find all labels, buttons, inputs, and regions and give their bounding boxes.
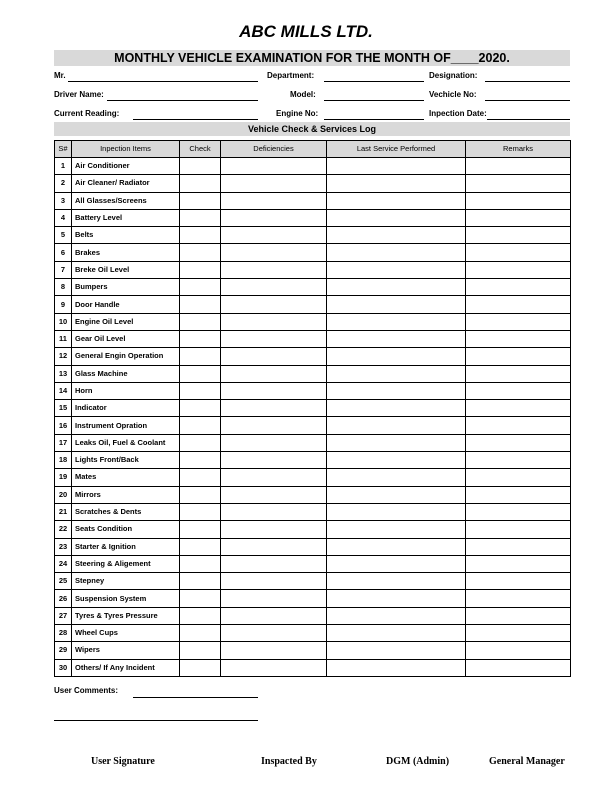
inspection-item: Battery Level — [72, 209, 180, 226]
table-row — [55, 417, 571, 434]
inspection-item: Suspension System — [72, 590, 180, 607]
row-number: 15 — [55, 400, 72, 417]
vehicle-no-label: Vechicle No: — [429, 90, 477, 99]
row-number: 6 — [55, 244, 72, 261]
remarks-cell[interactable] — [466, 296, 571, 313]
remarks-cell[interactable] — [466, 330, 571, 347]
row-number: 20 — [55, 486, 72, 503]
user-comments-label: User Comments: — [54, 686, 119, 695]
user-comments-field-2[interactable] — [54, 720, 258, 721]
check-cell[interactable] — [180, 555, 221, 572]
department-label: Department: — [267, 71, 315, 80]
remarks-cell[interactable] — [466, 365, 571, 382]
inspection-date-field[interactable] — [487, 119, 570, 120]
row-number: 14 — [55, 382, 72, 399]
inspection-table — [54, 140, 571, 677]
last-service-cell[interactable] — [327, 486, 466, 503]
remarks-cell[interactable] — [466, 261, 571, 278]
inspected-by: Inspacted By — [261, 756, 317, 767]
table-row — [55, 175, 571, 192]
engine-no-field[interactable] — [324, 119, 424, 120]
log-title: Vehicle Check & Services Log — [54, 122, 570, 136]
check-cell[interactable] — [180, 538, 221, 555]
vehicle-no-field[interactable] — [485, 100, 570, 101]
inspection-item: All Glasses/Screens — [72, 192, 180, 209]
check-cell[interactable] — [180, 434, 221, 451]
row-number: 21 — [55, 503, 72, 520]
check-cell[interactable] — [180, 503, 221, 520]
deficiencies-cell[interactable] — [221, 659, 327, 676]
inspection-item: Bumpers — [72, 279, 180, 296]
last-service-cell[interactable] — [327, 348, 466, 365]
last-service-cell[interactable] — [327, 590, 466, 607]
deficiencies-cell[interactable] — [221, 555, 327, 572]
deficiencies-cell[interactable] — [221, 642, 327, 659]
table-row — [55, 209, 571, 226]
row-number: 17 — [55, 434, 72, 451]
remarks-cell[interactable] — [466, 227, 571, 244]
last-service-cell[interactable] — [327, 625, 466, 642]
row-number: 16 — [55, 417, 72, 434]
user-comments-field[interactable] — [133, 697, 258, 698]
deficiencies-cell[interactable] — [221, 330, 327, 347]
check-cell[interactable] — [180, 400, 221, 417]
deficiencies-cell[interactable] — [221, 348, 327, 365]
company-name: ABC MILLS LTD. — [239, 22, 373, 41]
designation-label: Designation: — [429, 71, 478, 80]
department-field[interactable] — [324, 81, 424, 82]
inspection-item: Seats Condition — [72, 521, 180, 538]
table-row — [55, 261, 571, 278]
deficiencies-cell[interactable] — [221, 244, 327, 261]
table-row — [55, 330, 571, 347]
table-row — [55, 625, 571, 642]
deficiencies-cell[interactable] — [221, 503, 327, 520]
inspection-item: Indicator — [72, 400, 180, 417]
table-row — [55, 296, 571, 313]
remarks-cell[interactable] — [466, 607, 571, 624]
inspection-item: Stepney — [72, 573, 180, 590]
deficiencies-cell[interactable] — [221, 175, 327, 192]
check-cell[interactable] — [180, 521, 221, 538]
last-service-cell[interactable] — [327, 244, 466, 261]
last-service-cell[interactable] — [327, 555, 466, 572]
remarks-cell[interactable] — [466, 434, 571, 451]
table-row — [55, 573, 571, 590]
last-service-cell[interactable] — [327, 417, 466, 434]
remarks-cell[interactable] — [466, 573, 571, 590]
remarks-cell[interactable] — [466, 486, 571, 503]
deficiencies-cell[interactable] — [221, 227, 327, 244]
deficiencies-cell[interactable] — [221, 192, 327, 209]
last-service-cell[interactable] — [327, 313, 466, 330]
inspection-item: Horn — [72, 382, 180, 399]
check-cell[interactable] — [180, 348, 221, 365]
col-last-service: Last Service Performed — [327, 141, 466, 158]
check-cell[interactable] — [180, 642, 221, 659]
inspection-item: Air Cleaner/ Radiator — [72, 175, 180, 192]
inspection-item: Gear Oil Level — [72, 330, 180, 347]
row-number: 22 — [55, 521, 72, 538]
table-row — [55, 486, 571, 503]
inspection-item: Engine Oil Level — [72, 313, 180, 330]
last-service-cell[interactable] — [327, 642, 466, 659]
remarks-cell[interactable] — [466, 382, 571, 399]
row-number: 27 — [55, 607, 72, 624]
deficiencies-cell[interactable] — [221, 296, 327, 313]
inspection-item: Starter & Ignition — [72, 538, 180, 555]
check-cell[interactable] — [180, 607, 221, 624]
table-row — [55, 313, 571, 330]
row-number: 18 — [55, 452, 72, 469]
remarks-cell[interactable] — [466, 244, 571, 261]
last-service-cell[interactable] — [327, 279, 466, 296]
table-row — [55, 503, 571, 520]
col-remarks: Remarks — [466, 141, 571, 158]
form-title: MONTHLY VEHICLE EXAMINATION FOR THE MONTH OF____2020. — [54, 50, 570, 66]
engine-no-label: Engine No: — [276, 109, 319, 118]
deficiencies-cell[interactable] — [221, 625, 327, 642]
check-cell[interactable] — [180, 469, 221, 486]
row-number: 28 — [55, 625, 72, 642]
check-cell[interactable] — [180, 590, 221, 607]
row-number: 5 — [55, 227, 72, 244]
remarks-cell[interactable] — [466, 209, 571, 226]
inspection-item: Wipers — [72, 642, 180, 659]
table-row — [55, 659, 571, 676]
row-number: 11 — [55, 330, 72, 347]
mr-label: Mr. — [54, 71, 66, 80]
check-cell[interactable] — [180, 209, 221, 226]
general-manager: General Manager — [489, 756, 565, 767]
row-number: 25 — [55, 573, 72, 590]
inspection-item: Belts — [72, 227, 180, 244]
last-service-cell[interactable] — [327, 175, 466, 192]
inspection-item: Breke Oil Level — [72, 261, 180, 278]
last-service-cell[interactable] — [327, 192, 466, 209]
remarks-cell[interactable] — [466, 642, 571, 659]
check-cell[interactable] — [180, 365, 221, 382]
col-check: Check — [180, 141, 221, 158]
last-service-cell[interactable] — [327, 261, 466, 278]
inspection-item: Mates — [72, 469, 180, 486]
check-cell[interactable] — [180, 175, 221, 192]
remarks-cell[interactable] — [466, 348, 571, 365]
current-reading-label: Current Reading: — [54, 109, 120, 118]
inspection-item: Scratches & Dents — [72, 503, 180, 520]
last-service-cell[interactable] — [327, 365, 466, 382]
remarks-cell[interactable] — [466, 158, 571, 175]
row-number: 23 — [55, 538, 72, 555]
remarks-cell[interactable] — [466, 555, 571, 572]
inspection-item: Glass Machine — [72, 365, 180, 382]
check-cell[interactable] — [180, 296, 221, 313]
last-service-cell[interactable] — [327, 469, 466, 486]
driver-name-field[interactable] — [107, 100, 258, 101]
check-cell[interactable] — [180, 625, 221, 642]
model-label: Model: — [290, 90, 316, 99]
remarks-cell[interactable] — [466, 400, 571, 417]
last-service-cell[interactable] — [327, 382, 466, 399]
table-row — [55, 244, 571, 261]
inspection-item: General Engin Operation — [72, 348, 180, 365]
dgm-admin: DGM (Admin) — [386, 756, 450, 767]
inspection-item: Others/ If Any Incident — [72, 659, 180, 676]
last-service-cell[interactable] — [327, 330, 466, 347]
last-service-cell[interactable] — [327, 573, 466, 590]
col-items: Inpection Items — [72, 141, 180, 158]
row-number: 3 — [55, 192, 72, 209]
last-service-cell[interactable] — [327, 538, 466, 555]
deficiencies-cell[interactable] — [221, 469, 327, 486]
check-cell[interactable] — [180, 227, 221, 244]
last-service-cell[interactable] — [327, 659, 466, 676]
check-cell[interactable] — [180, 417, 221, 434]
row-number: 13 — [55, 365, 72, 382]
deficiencies-cell[interactable] — [221, 521, 327, 538]
check-cell[interactable] — [180, 192, 221, 209]
current-reading-field[interactable] — [133, 119, 258, 120]
table-row — [55, 192, 571, 209]
mr-field[interactable] — [68, 81, 258, 82]
inspection-item: Tyres & Tyres Pressure — [72, 607, 180, 624]
row-number: 19 — [55, 469, 72, 486]
remarks-cell[interactable] — [466, 192, 571, 209]
check-cell[interactable] — [180, 659, 221, 676]
table-row — [55, 642, 571, 659]
row-number: 30 — [55, 659, 72, 676]
remarks-cell[interactable] — [466, 625, 571, 642]
deficiencies-cell[interactable] — [221, 261, 327, 278]
table-row — [55, 158, 571, 175]
check-cell[interactable] — [180, 452, 221, 469]
remarks-cell[interactable] — [466, 469, 571, 486]
row-number: 12 — [55, 348, 72, 365]
remarks-cell[interactable] — [466, 503, 571, 520]
last-service-cell[interactable] — [327, 158, 466, 175]
inspection-item: Brakes — [72, 244, 180, 261]
remarks-cell[interactable] — [466, 279, 571, 296]
deficiencies-cell[interactable] — [221, 365, 327, 382]
check-cell[interactable] — [180, 313, 221, 330]
remarks-cell[interactable] — [466, 313, 571, 330]
table-row — [55, 555, 571, 572]
row-number: 10 — [55, 313, 72, 330]
check-cell[interactable] — [180, 244, 221, 261]
deficiencies-cell[interactable] — [221, 279, 327, 296]
last-service-cell[interactable] — [327, 503, 466, 520]
deficiencies-cell[interactable] — [221, 607, 327, 624]
table-row — [55, 469, 571, 486]
last-service-cell[interactable] — [327, 607, 466, 624]
row-number: 26 — [55, 590, 72, 607]
remarks-cell[interactable] — [466, 175, 571, 192]
table-row — [55, 434, 571, 451]
col-deficiencies: Deficiencies — [221, 141, 327, 158]
table-row — [55, 279, 571, 296]
inspection-item: Steering & Aligement — [72, 555, 180, 572]
remarks-cell[interactable] — [466, 521, 571, 538]
row-number: 9 — [55, 296, 72, 313]
table-row — [55, 607, 571, 624]
last-service-cell[interactable] — [327, 521, 466, 538]
check-cell[interactable] — [180, 279, 221, 296]
check-cell[interactable] — [180, 486, 221, 503]
last-service-cell[interactable] — [327, 227, 466, 244]
deficiencies-cell[interactable] — [221, 209, 327, 226]
remarks-cell[interactable] — [466, 659, 571, 676]
row-number: 24 — [55, 555, 72, 572]
table-row — [55, 227, 571, 244]
deficiencies-cell[interactable] — [221, 400, 327, 417]
deficiencies-cell[interactable] — [221, 417, 327, 434]
inspection-item: Wheel Cups — [72, 625, 180, 642]
driver-name-label: Driver Name: — [54, 90, 104, 99]
check-cell[interactable] — [180, 382, 221, 399]
deficiencies-cell[interactable] — [221, 538, 327, 555]
check-cell[interactable] — [180, 261, 221, 278]
table-row — [55, 382, 571, 399]
table-row — [55, 538, 571, 555]
remarks-cell[interactable] — [466, 590, 571, 607]
inspection-item: Door Handle — [72, 296, 180, 313]
inspection-item: Mirrors — [72, 486, 180, 503]
check-cell[interactable] — [180, 573, 221, 590]
deficiencies-cell[interactable] — [221, 313, 327, 330]
designation-field[interactable] — [485, 81, 570, 82]
table-row — [55, 365, 571, 382]
remarks-cell[interactable] — [466, 538, 571, 555]
last-service-cell[interactable] — [327, 296, 466, 313]
row-number: 29 — [55, 642, 72, 659]
deficiencies-cell[interactable] — [221, 590, 327, 607]
deficiencies-cell[interactable] — [221, 158, 327, 175]
check-cell[interactable] — [180, 330, 221, 347]
user-signature: User Signature — [91, 756, 155, 767]
table-header-row — [55, 141, 571, 158]
inspection-item: Lights Front/Back — [72, 452, 180, 469]
col-sno: S# — [55, 141, 72, 158]
row-number: 1 — [55, 158, 72, 175]
check-cell[interactable] — [180, 158, 221, 175]
last-service-cell[interactable] — [327, 209, 466, 226]
inspection-date-label: Inpection Date: — [429, 109, 487, 118]
deficiencies-cell[interactable] — [221, 452, 327, 469]
row-number: 7 — [55, 261, 72, 278]
deficiencies-cell[interactable] — [221, 434, 327, 451]
last-service-cell[interactable] — [327, 434, 466, 451]
inspection-item: Leaks Oil, Fuel & Coolant — [72, 434, 180, 451]
model-field[interactable] — [324, 100, 424, 101]
table-row — [55, 452, 571, 469]
deficiencies-cell[interactable] — [221, 382, 327, 399]
table-row — [55, 521, 571, 538]
table-row — [55, 348, 571, 365]
last-service-cell[interactable] — [327, 400, 466, 417]
deficiencies-cell[interactable] — [221, 573, 327, 590]
row-number: 8 — [55, 279, 72, 296]
deficiencies-cell[interactable] — [221, 486, 327, 503]
table-row — [55, 400, 571, 417]
table-row — [55, 590, 571, 607]
remarks-cell[interactable] — [466, 452, 571, 469]
remarks-cell[interactable] — [466, 417, 571, 434]
row-number: 4 — [55, 209, 72, 226]
inspection-item: Instrument Opration — [72, 417, 180, 434]
inspection-item: Air Conditioner — [72, 158, 180, 175]
row-number: 2 — [55, 175, 72, 192]
last-service-cell[interactable] — [327, 452, 466, 469]
